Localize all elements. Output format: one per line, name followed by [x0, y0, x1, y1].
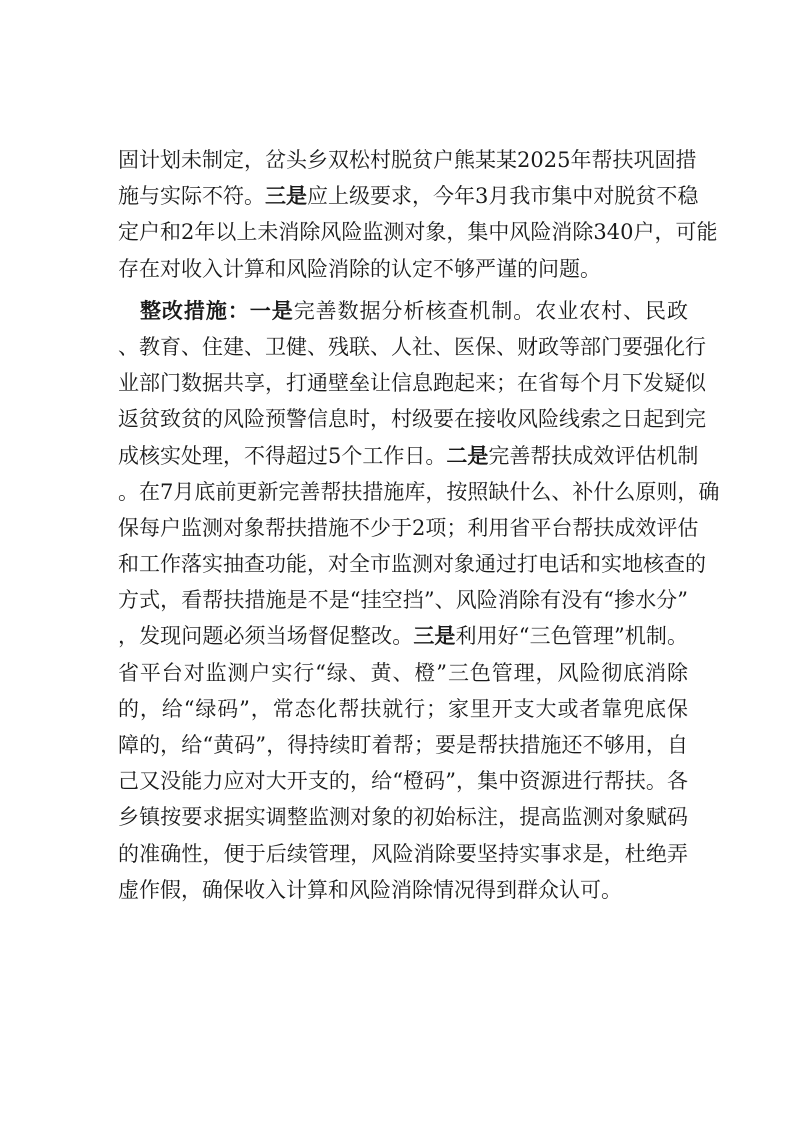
paragraph-2-line-7	[118, 510, 699, 546]
bold-run: 三是	[265, 183, 307, 209]
text-run: 虚作假，确保收入计算和风险消除情况得到群众认可。	[118, 877, 622, 902]
bold-run: 整改措施：	[139, 297, 250, 323]
text-run: 障的，给“黄码”，得持续盯着帮；要是帮扶措施还不够用，自	[118, 733, 688, 757]
paragraph-2-line-3	[118, 365, 706, 401]
text-run: 业部门数据共享，打通壁垒让信息跑起来；在省每个月下发疑似	[118, 371, 706, 396]
bold-run: 二是	[446, 442, 489, 468]
paragraph-2-line-17	[118, 872, 688, 908]
paragraph-2-line-8	[118, 546, 706, 582]
text-run: 成核实处理，不得超过5个工作日。	[118, 443, 447, 468]
paragraph-2-line-9	[118, 582, 688, 618]
text-run: 保每户监测对象帮扶措施不少于2项；利用省平台帮扶成效评估	[118, 515, 699, 540]
text-run: 施与实际不符。	[118, 184, 265, 209]
text-run: 返贫致贫的风险预警信息时，村级要在接收风险线索之日起到完	[118, 407, 706, 432]
text-run: 和工作落实抽查功能，对全市监测对象通过打电话和实地核查的	[118, 552, 706, 577]
paragraph-2-line-16	[118, 836, 688, 872]
paragraph-2-line-5	[118, 438, 699, 474]
paragraph-1-line-3	[118, 214, 718, 250]
bold-run: 三是	[413, 623, 456, 649]
text-run: 。在7月底前更新完善帮扶措施库，按照缺什么、补什么原则，确	[118, 479, 720, 504]
text-run: 完善帮扶成效评估机制	[488, 443, 699, 468]
paragraph-2-line-13	[118, 727, 688, 763]
text-run: 省平台对监测户实行“绿、黄、橙”三色管理，风险彻底消除	[118, 660, 688, 685]
paragraph-2-line-12	[118, 691, 688, 727]
paragraph-2-line-15	[118, 799, 688, 835]
text-run: 的准确性，便于后续管理，风险消除要坚持实事求是，杜绝弄	[118, 841, 688, 866]
paragraph-2-line-4	[118, 401, 706, 437]
text-run: 存在对收入计算和风险消除的认定不够严谨的问题。	[118, 256, 601, 281]
paragraph-2-line-2	[118, 329, 706, 365]
paragraph-2-line-14	[118, 763, 688, 799]
text-run: 完善数据分析核查机制。农业农村、民政	[293, 298, 689, 323]
paragraph-2-line-6	[118, 474, 720, 510]
text-run: ，发现问题必须当场督促整改。	[118, 624, 414, 649]
paragraph-1-line-4	[118, 251, 688, 287]
text-run: 应上级要求，今年3月我市集中对脱贫不稳	[307, 184, 699, 209]
text-run: 己又没能力应对大开支的，给“橙码”，集中资源进行帮扶。各	[118, 769, 688, 794]
text-run: 的，给“绿码”，常态化帮扶就行；家里开支大或者靠兜底保	[118, 696, 688, 721]
paragraph-1-line-2	[118, 178, 699, 214]
text-run: 利用好“三色管理”机制。	[455, 624, 688, 649]
text-run: 、教育、住建、卫健、残联、人社、医保、财政等部门要强化行	[118, 334, 706, 359]
text-run: 定户和2年以上未消除风险监测对象，集中风险消除340户，可能	[118, 220, 718, 245]
paragraph-2-line-11	[118, 655, 688, 691]
bold-run: 一是	[249, 297, 294, 323]
document-body	[118, 142, 720, 908]
paragraph-1-line-1	[118, 142, 697, 178]
paragraph-2-line-10	[118, 618, 688, 654]
text-run: 乡镇按要求据实调整监测对象的初始标注，提高监测对象赋码	[118, 805, 688, 830]
text-run: 固计划未制定，岔头乡双松村脱贫户熊某某2025年帮扶巩固措	[118, 148, 697, 172]
paragraph-2-line-1	[118, 293, 688, 329]
text-run: 方式，看帮扶措施是不是“挂空挡”、风险消除有没有“掺水分”	[118, 588, 688, 613]
